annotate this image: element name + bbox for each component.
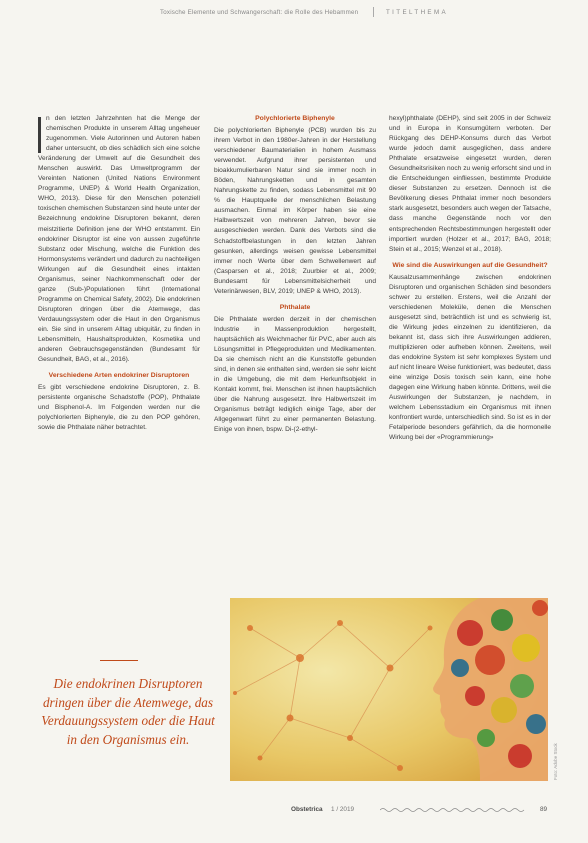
footer-wave-ornament [380, 807, 525, 813]
types-paragraph: Es gibt verschiedene endokrine Disruptoren, z. B. persistente organische Schadstoffe (POP), Phthalate und Bisphenol-A. Im Folgenden werden nur die polychlorierten Biphenyle, die zu den POP gehören, sowie die Phthalate näher betrachtet. [38, 384, 200, 432]
column-3 [389, 114, 551, 443]
subheading-types: Verschiedene Arten endokriner Disruptoren [48, 372, 190, 380]
subheading-phthalates: Phthalate [279, 303, 311, 311]
column-2 [214, 114, 376, 435]
header-divider [373, 7, 374, 17]
pcb-paragraph: Die polychlorierten Biphenyle (PCB) wurden bis zu ihrem Verbot in den 1980er-Jahren in der Herstellung verschiedener Baumaterialien in hohem Ausmass verwendet. Aufgrund ihrer persistenten und bioakkumulierbaren Natur sind sie immer noch in Böden, Nahrungsketten und in gesamten Nahrungskette zu finden, sodass Lebensmittel mit 90 % die Hauptquelle der menschlichen Belastung ausmachen. Einmal im Körper haben sie eine Halbwertszeit von mehreren Jahren, bevor sie ausgeschieden werden. Dank des Verbots sind die Schadstoffbelastungen in den letzten Jahren gesunken, allerdings weisen gewisse Lebensmittel immer noch Werte über dem Schwellenwert auf (Casparsen et al., 2018; Zuurbier et al., 2009; Bundesamt für Lebensmittelsicherheit und Veterinärwesen, BLV, 2019; UNEP & WHO, 2013). [214, 127, 376, 295]
pull-quote: Die endokrinen Disruptoren dringen über die Atemwege, das Verdauungssystem oder die Haut in den Organismus ein. [41, 676, 215, 747]
page-footer [0, 805, 588, 819]
intro-paragraph: n den letzten Jahrzehnten hat die Menge der chemischen Produkte in unserem Alltag ungeheuer zugenommen. Viele Autorinnen und Autoren haben daher untersucht, ob dies schädlich sich eine solche Veränderung der Umwelt auf die Gesundheit des Menschen auswirkt. Das Umweltprogramm der Vereinten Nationen (United Nations Environment Programme, UNEP) & World Health Organization, WHO, 2013). Diese für den Menschen potenziell toxischen chemischen Substanzen sind heute unter der Bezeichnung endokrine Disruptoren bekannt, deren meistzitierte Definition jene der WHO entstammt. Ein endokriner Disruptor ist eine von aussen zugeführte Substanz oder Mischung, welche die Funktion des Hormonsystems verändert und dadurch zu nachteiligen Wirkungen auf die Gesundheit eines intakten Organismus, seiner Nachkommenschaft oder der ganze (Sub-)Populationen führt (International Programme on Chemical Safety, 2002). Die endokrinen Disruptoren dringen über die Atemwege, das Verdauungssystem oder die Haut in den Organismus ein. Sie sind in unserem Alltag ubiquitär, zu finden in Lebensmitteln, Haushaltsprodukten, Kosmetika und anderen Gebrauchsgegenständen (Bundesamt für Gesundheit, BAG, et al., 2016). [38, 115, 201, 364]
subheading-pcb: Polychlorierte Biphenyle [255, 115, 335, 122]
footer-issue: 1 / 2019 [331, 806, 355, 813]
footer-journal-name: Obstetrica [291, 806, 323, 813]
illustration-head-molecules [230, 598, 548, 781]
footer-page-number: 89 [540, 806, 548, 813]
subheading-health-effects: Wie sind die Auswirkungen auf die Gesundheit? [392, 261, 548, 269]
health-effects-paragraph: Kausalzusammenhänge zwischen endokrinen Disruptoren und organischen Schäden sind besonders schwer zu erstellen. Erstens, weil die Anzahl der verschiedenen Moleküle, denen die Menschen ausgesetzt sind, beträchtlich ist und es schwierig ist, die Wirkung jedes einzelnen zu identifizieren, da bekannt ist, dass sich ihre Auswirkungen addieren, multiplizieren oder aufheben können. Zweitens, weil das endokrine System ist sehr komplexes System und auf nicht lineare Weise funktioniert, was bedeutet, dass eine winzige Dosis toxisch sein kann, eine hohe dagegen eine Wirkung haben könnte. Drittens, weil die Auswirkungen der Substanzen, je nachdem, in welchem Lebensstadium ein Organismus mit ihnen konfrontiert wurde, unterschiedlich sind. So ist es in der Fetalperiode besonders gefährlich, da die hormonelle Wirkung bei der «Programmierung» [389, 273, 551, 442]
header-section-label: TITELTHEMA [386, 9, 449, 16]
dropcap-bar [38, 117, 41, 153]
photo-credit: Foto: Adobe Stock [553, 743, 558, 780]
dehp-paragraph: hexyl)phthalate (DEHP), sind seit 2005 in der Schweiz und in Europa in Konsumgütern verboten. Der Rückgang des DEHP-Konsums durch das Verbot wurde jedoch damit ausgeglichen, dass andere Phthalate ersatzweise eingesetzt wurden, deren Gesundheitsrisiken noch zu wenig erforscht sind und in die Entscheidungen einfliessen, bestimmte Produkte dieser Substanzen zu ersetzen. Dennoch ist die Bevölkerung dieses Phthalat immer noch besonders stark ausgesetzt, besonders auch wegen der Tatsache, dass manche Gegenstände noch vor den entsprechenden Rechtsbestimmungen hergestellt oder importiert wurden (Holzer et al., 2017; BAG, 2018; Stein et al., 2015; Wenzel et al., 2018). [389, 115, 551, 253]
column-1 [38, 114, 200, 433]
running-header [0, 6, 588, 20]
phthalates-paragraph: Die Phthalate werden derzeit in der chemischen Industrie in Massenproduktion hergestellt, hauptsächlich als Weichmacher für PVC, aber auch als Lösungsmittel in Pflegeprodukten und Medikamenten. Da sie chemisch nicht an die Kunststoffe gebunden sind, in denen sie enthalten sind, werden sie sehr leicht in die Umgebung, die mit dem Herkunftsobjekt in Kontakt kommt, frei. Menschen ist ihnen hauptsächlich über die Nahrung ausgesetzt. Ihre Halbwertszeit im Organismus beträgt lediglich einige Tage, aber der Allgegenwart führt zu einer permanenten Belastung. Einige von ihnen, bspw. Di-(2-ethyl- [214, 315, 376, 434]
header-article-title: Toxische Elemente und Schwangerschaft: die Rolle des Hebammen [160, 9, 359, 16]
pull-quote-rule [100, 660, 138, 661]
